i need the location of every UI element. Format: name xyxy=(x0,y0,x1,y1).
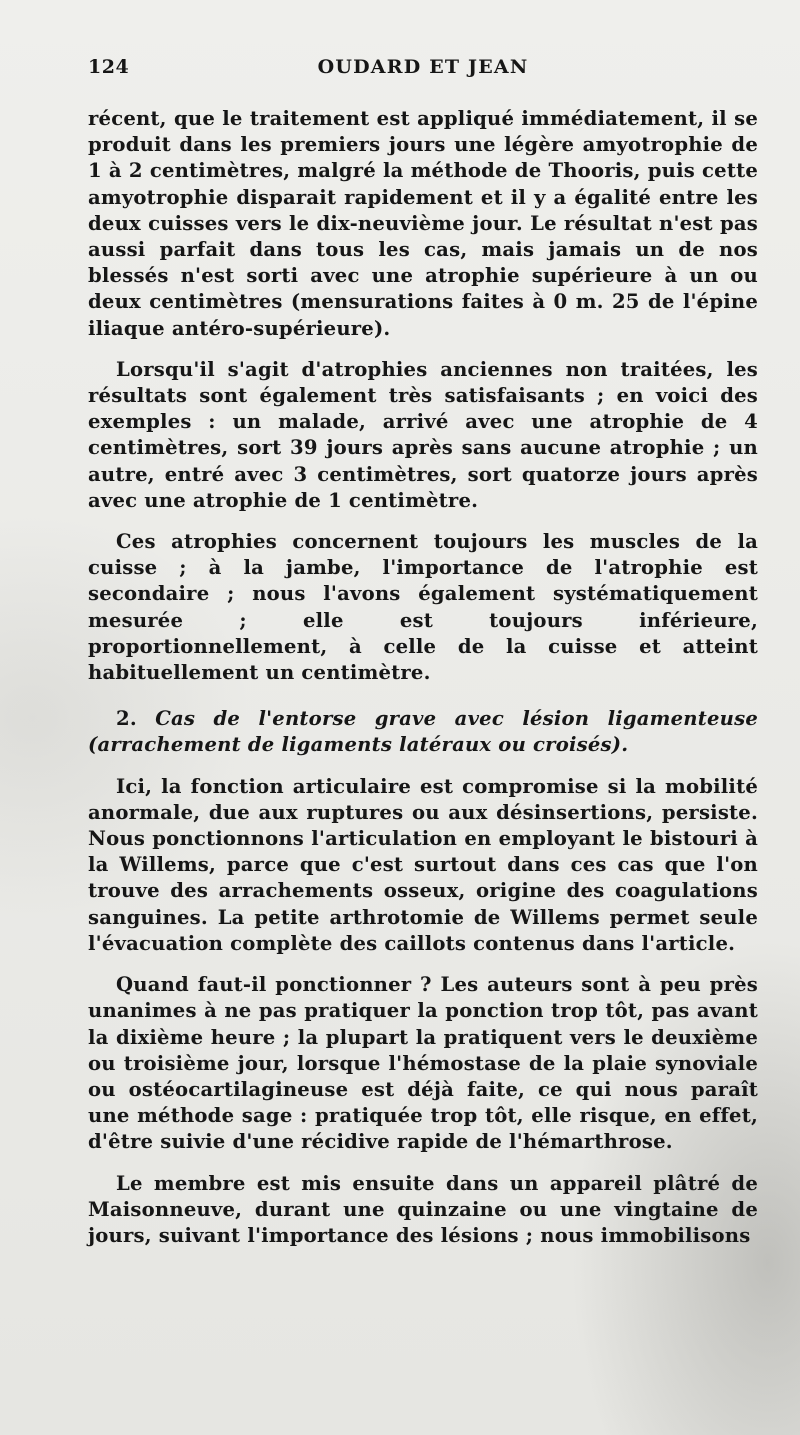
body-text xyxy=(88,106,758,1264)
page-number: 124 xyxy=(88,56,130,78)
section-number: 2. xyxy=(116,707,137,731)
paragraph-continuation: récent, que le traitement est appliqué immédiatement, il se produit dans les premiers jours une légère amyotrophie de 1 à 2 centimètres, malgré la méthode de Thooris, puis cette amyotrophie disparait rapidement et il y a égalité entre les deux cuisses vers le dix-neuvième jour. Le résultat n'est pas aussi parfait dans tous les cas, mais jamais un de nos blessés n'est sorti avec une atrophie supérieure à un ou deux centimètres (mensurations faites à 0 m. 25 de l'épine iliaque antéro-supérieure). xyxy=(88,107,758,340)
section-heading xyxy=(88,706,758,758)
paragraph-puncture: Quand faut-il ponctionner ? Les auteurs sont à peu près unanimes à ne pas pratiquer la ponction trop tôt, pas avant la dixième heure ; la plupart la pratiquent vers le deuxième ou troisième jour, lorsque l'hémostase de la plaie synoviale ou ostéocartilagineuse est déjà faite, ce qui nous paraît une méthode sage : pratiquée trop tôt, elle risque, en effet, d'être suivie d'une récidive rapide de l'hémarthrose. xyxy=(88,973,758,1154)
section-title: Cas de l'entorse grave avec lésion ligamenteuse (arrachement de ligaments latéraux ou croisés). xyxy=(88,707,758,757)
running-title: OUDARD ET JEAN xyxy=(317,56,529,78)
paragraph-function: Ici, la fonction articulaire est compromise si la mobilité anormale, due aux ruptures ou aux désinsertions, persiste. Nous ponctionnons l'articulation en employant le bistouri à la Willems, parce que c'est surtout dans ces cas que l'on trouve des arrachements osseux, origine des coagulations sanguines. La petite arthrotomie de Willems permet seule l'évacuation complète des caillots contenus dans l'article. xyxy=(88,774,758,955)
page-header xyxy=(88,56,758,86)
paragraph-muscles: Ces atrophies concernent toujours les muscles de la cuisse ; à la jambe, l'importance de l'atrophie est secondaire ; nous l'avons également systématiquement mesurée ; elle est toujours inférieure, proportionnellement, à celle de la cuisse et atteint habituellement un centimètre. xyxy=(88,530,758,685)
paragraph-atrophies: Lorsqu'il s'agit d'atrophies anciennes non traitées, les résultats sont également très satisfaisants ; en voici des exemples : un malade, arrivé avec une atrophie de 4 centimètres, sort 39 jours après sans aucune atrophie ; un autre, entré avec 3 centimètres, sort quatorze jours après avec une atrophie de 1 centimètre. xyxy=(88,357,758,512)
paragraph-immobilisation: Le membre est mis ensuite dans un appareil plâtré de Maisonneuve, durant une quinzaine ou une vingtaine de jours, suivant l'importance des lésions ; nous immobilisons xyxy=(88,1171,758,1247)
